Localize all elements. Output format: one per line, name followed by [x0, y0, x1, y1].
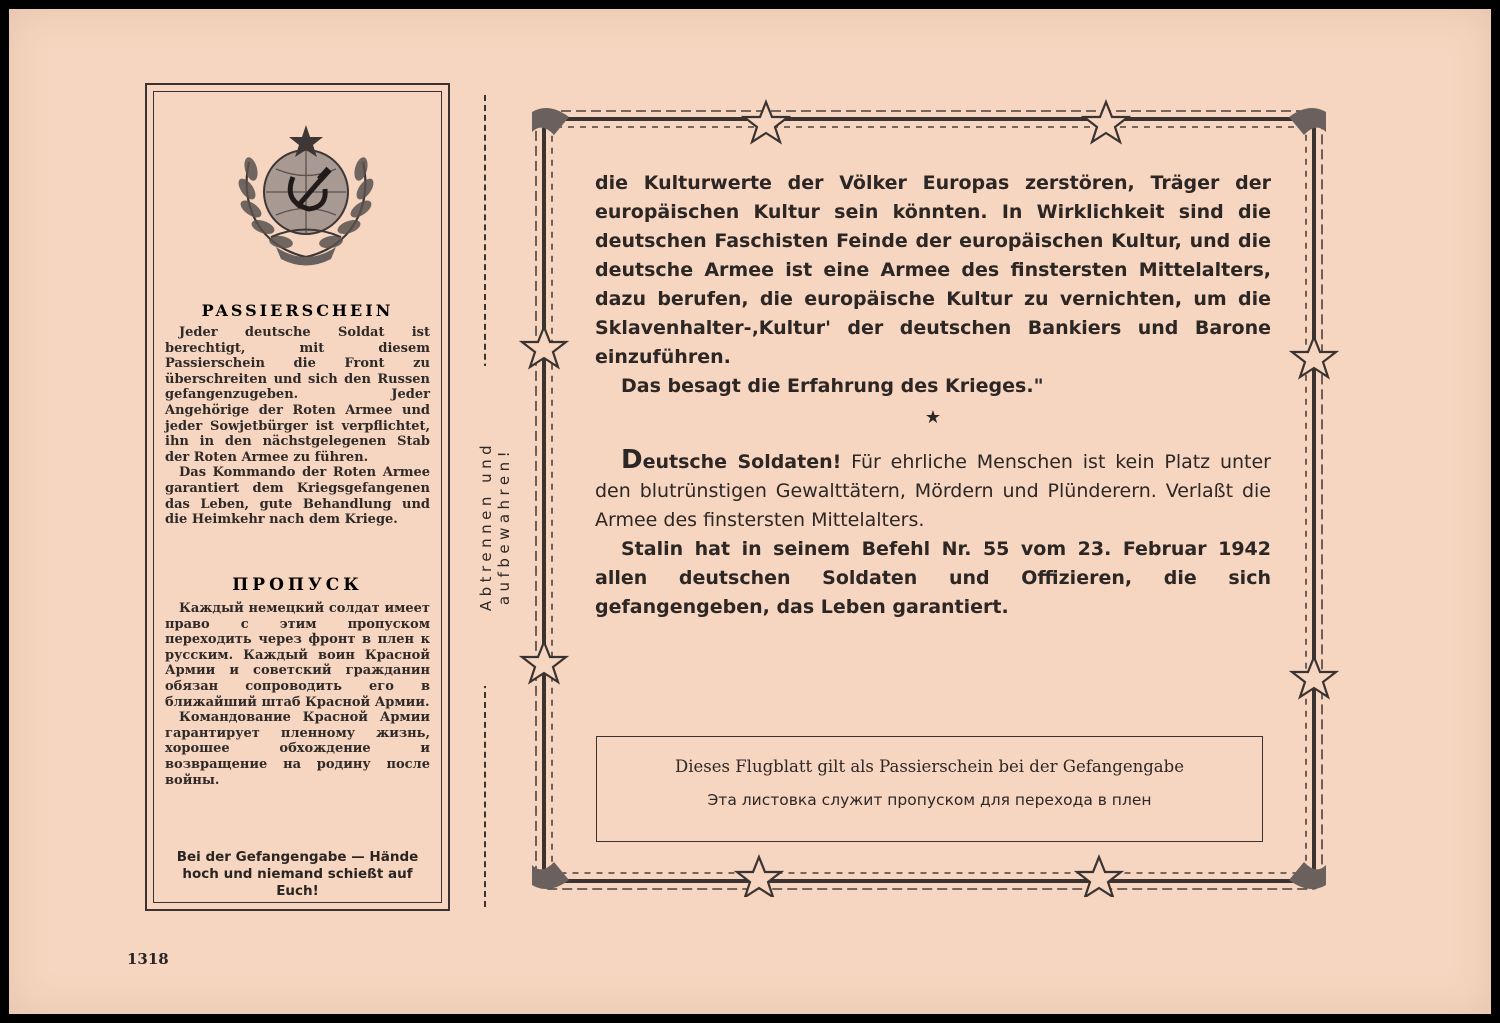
note-line-de: Dieses Flugblatt gilt als Passierschein bei der Gefangengabe — [675, 757, 1184, 776]
pass-note-box — [596, 736, 1263, 842]
cut-line — [476, 95, 513, 907]
leaflet-sheet — [9, 9, 1491, 1014]
appeal-rest: Für ehrliche Menschen ist kein Platz unter den blutrünstigen Gewalttätern, Mördern und Plünderern. Verlaßt die Armee des finstersten Mittelalters. — [595, 451, 1271, 531]
pass-text-de-1: Jeder deutsche Soldat ist berechtigt, mit diesem Passierschein die Front zu überschreiten und sich den Russen gefangenzugeben. Jeder Angehörige der Roten Armee und jeder Sowjetbürger ist verpflichtet, ihn in den nächstgelegenen Stab der Roten Armee zu führen. — [165, 325, 430, 465]
paragraph-1: die Kulturwerte der Völker Europas zerstören, Träger der europäischen Kultur sein könnten. In Wirklichkeit sind die deutschen Faschisten Feinde der europäischen Kultur, und die deutsche Armee ist eine Armee des finstersten Mittelalters, dazu berufen, die europäische Kultur zu vernichten, um die Sklavenhalter-‚Kultur' der deutschen Bankiers und Barone einzuführen. — [595, 172, 1271, 368]
soviet-emblem-icon — [231, 107, 381, 267]
pass-text-ru-1: Каждый немецкий солдат имеет право с этим пропуском переходить через фронт в плен к русским. Каждый воин Красной Армии и советский гражданин обязан сопроводить его в ближайший штаб Красной Армии. — [165, 601, 430, 710]
appeal-bold: eutsche Soldaten! — [642, 451, 842, 473]
pass-title-ru: ПРОПУСК — [232, 575, 363, 595]
stalin-paragraph: Stalin hat in seinem Befehl Nr. 55 vom 23. Februar 1942 allen deutschen Soldaten und Offizieren, die sich gefangengeben, das Leben garantiert. — [595, 538, 1271, 618]
appeal-initial: D — [621, 445, 643, 475]
main-text — [595, 169, 1271, 622]
pass-footer: Bei der Gefangengabe — Hände hoch und niemand schießt auf Euch! — [176, 849, 419, 899]
pass-text-de-2: Das Kommando der Roten Armee garantiert dem Kriegsgefangenen das Leben, gute Behandlung und die Heimkehr nach dem Kriege. — [165, 465, 430, 528]
pass-text-ru — [165, 601, 430, 788]
paragraph-2: Das besagt die Erfahrung des Krieges." — [621, 375, 1044, 397]
note-line-ru: Эта листовка служит пропуском для перехода в плен — [707, 791, 1152, 809]
pass-text-de — [165, 325, 430, 528]
pass-text-ru-2: Командование Красной Армии гарантирует пленному жизнь, хорошее обхождение и возвращение на родину после войны. — [165, 710, 430, 788]
appeal-paragraph — [595, 446, 1271, 535]
pass-title-de: PASSIERSCHEIN — [201, 301, 394, 320]
pass-box — [145, 83, 450, 911]
serial-number: 1318 — [127, 950, 169, 968]
star-separator-icon: ★ — [924, 407, 942, 428]
cut-label: Abtrennen und aufbewahren! — [477, 366, 495, 686]
